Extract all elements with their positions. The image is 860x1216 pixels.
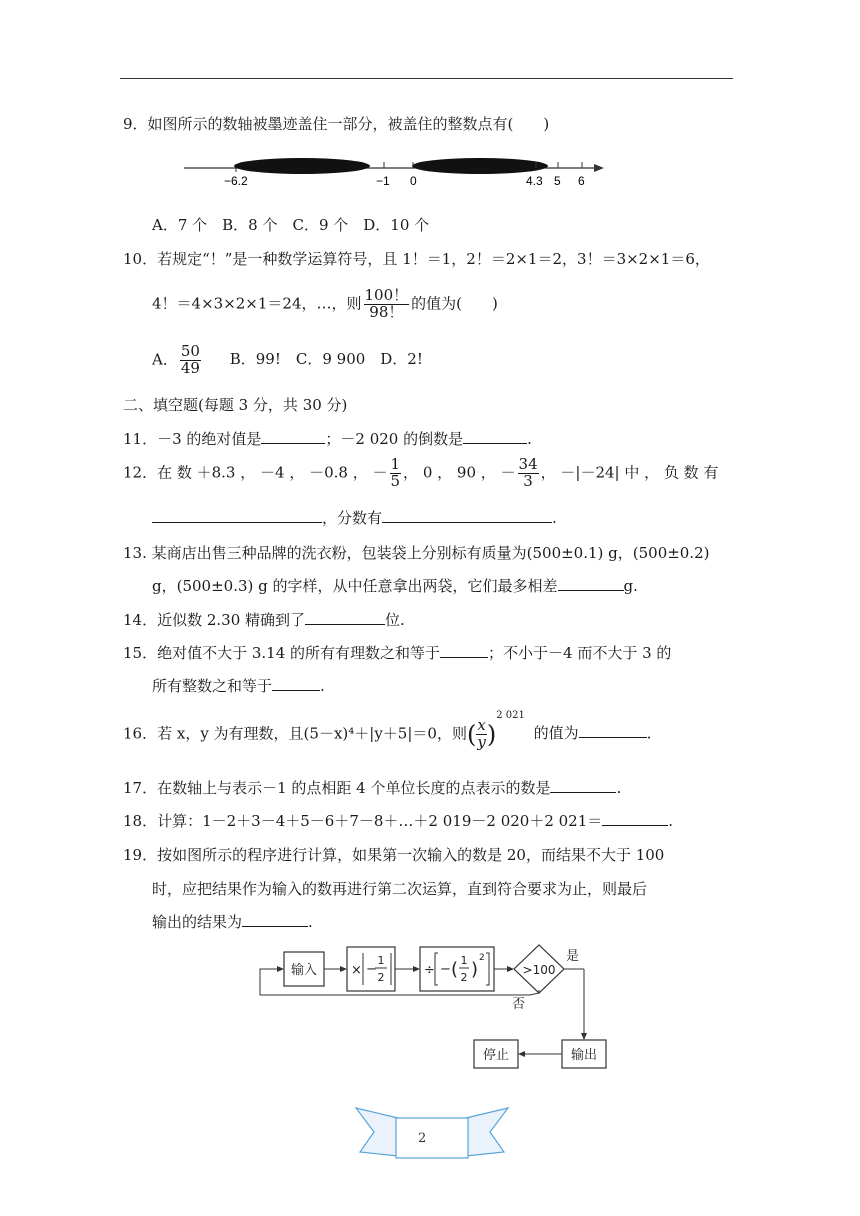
answer-blank	[463, 429, 527, 444]
question-19-line3: 输出的结果为 .	[152, 913, 313, 931]
question-13-line2: g，(500±0.3) g 的字样，从中任意拿出两袋，它们最多相差 g.	[152, 577, 638, 595]
question-16: 16．若 x，y 为有理数，且(5－x)⁴＋|y＋5|＝0，则( $\frac{x}{y}$ )$^{2 021}$ 的值为 .	[123, 710, 652, 751]
section-heading: 二、填空题(每题 3 分，共 30 分)	[123, 396, 348, 414]
question-15-line2: 所有整数之和等于 .	[152, 677, 325, 695]
fraction: $\frac{34}{3}$	[518, 455, 538, 490]
fraction: $\frac{x}{y}$	[477, 716, 486, 751]
answer-blank	[440, 643, 488, 658]
question-15: 15．绝对值不大于 3.14 的所有有理数之和等于 ；不小于－4 而不大于 3 的	[123, 644, 672, 662]
frac-num: 1	[377, 954, 385, 967]
right-paren: )	[486, 720, 497, 749]
decision-label: >100	[522, 963, 556, 977]
question-14: 14．近似数 2.30 精确到了 位.	[123, 611, 405, 629]
fraction: $\frac{100!}{98!}$	[364, 286, 409, 321]
frac-num: 1	[460, 954, 468, 967]
input-label: 输入	[290, 963, 318, 978]
question-12-line2: ，分数有 .	[152, 507, 557, 528]
exponent: 2 021	[496, 710, 525, 722]
question-12: 12．在 数 ＋8.3 ， －4 ， －0.8 ， － $\frac{1}{5}$ ， 0 ， 90 ， － $\frac{34}{3}$ ， －|－24| 中 ， 负 数 有	[123, 455, 719, 490]
ink-blot-right	[412, 158, 548, 174]
axis-label: −1	[376, 174, 390, 188]
no-label: 否	[512, 997, 526, 1012]
minus-sign: −	[366, 962, 377, 977]
stop-label: 停止	[482, 1048, 510, 1063]
divide-sign: ÷	[424, 963, 435, 978]
question-10-options: A． $\frac{50}{49}$ B．99! C．9 900 D．2!	[152, 342, 423, 377]
answer-blank	[242, 912, 308, 927]
axis-label: −6.2	[224, 174, 248, 188]
question-17: 17．在数轴上与表示－1 的点相距 4 个单位长度的点表示的数是 .	[123, 779, 622, 797]
answer-blank	[550, 778, 616, 793]
answer-blank	[272, 676, 320, 691]
paren-open: (	[451, 959, 459, 980]
output-label: 输出	[570, 1048, 598, 1063]
arrow-icon	[507, 966, 514, 972]
number-line-figure	[180, 148, 610, 190]
question-9: 9．如图所示的数轴被墨迹盖住一部分，被盖住的整数点有( )	[123, 115, 550, 133]
axis-label: 4.3	[526, 174, 543, 188]
question-13: 13. 某商店出售三种品牌的洗衣粉，包装袋上分别标有质量为(500±0.1) g，(500±0.2)	[123, 544, 710, 562]
fraction: $\frac{50}{49}$	[180, 342, 200, 377]
question-19-line2: 时，应把结果作为输入的数再进行第二次运算，直到符合要求为止，则最后	[152, 880, 648, 898]
question-9-options: A．7 个 B．8 个 C．9 个 D．10 个	[152, 216, 430, 234]
question-10-line2: 4！＝4×3×2×1＝24，…，则 $\frac{100!}{98!}$ 的值为( )	[152, 286, 498, 321]
yes-label: 是	[566, 949, 580, 964]
arrow-icon	[581, 1033, 587, 1040]
answer-blank	[261, 429, 325, 444]
exponent: 2	[479, 953, 485, 963]
frac-den: 2	[460, 971, 468, 984]
paren-close: )	[471, 959, 479, 980]
question-18: 18．计算：1－2＋3－4＋5－6＋7－8＋…＋2 019－2 020＋2 021＝ .	[123, 812, 674, 830]
page-number: 2	[418, 1131, 427, 1146]
page-ribbon-icon	[352, 1104, 512, 1164]
header-rule	[120, 78, 733, 79]
question-11: 11．－3 的绝对值是 ；－2 020 的倒数是 .	[123, 430, 532, 448]
fraction: $\frac{1}{5}$	[390, 455, 401, 490]
axis-label: 6	[578, 174, 585, 188]
question-19: 19．按如图所示的程序进行计算，如果第一次输入的数是 20，而结果不大于 100	[123, 846, 665, 864]
minus-sign: −	[440, 962, 451, 977]
left-paren: (	[466, 720, 477, 749]
question-10: 10．若规定“！”是一种数学运算符号，且 1！＝1，2！＝2×1＝2，3！＝3×2×1＝6，	[123, 250, 710, 268]
answer-blank	[382, 508, 552, 523]
answer-blank	[579, 723, 647, 738]
frac-den: 2	[377, 971, 385, 984]
answer-blank	[602, 811, 668, 826]
arrow-icon	[413, 966, 420, 972]
answer-blank	[558, 576, 624, 591]
ink-blot-left	[234, 158, 370, 174]
flowchart-figure	[250, 942, 620, 1072]
answer-blank	[152, 508, 322, 523]
multiply-sign: ×	[351, 963, 362, 978]
axis-label: 5	[554, 174, 561, 188]
axis-arrow-icon	[594, 164, 604, 172]
axis-label: 0	[410, 174, 417, 188]
arrow-icon	[518, 1051, 525, 1057]
arrow-icon	[340, 966, 347, 972]
arrow-icon	[277, 966, 284, 972]
answer-blank	[305, 610, 385, 625]
